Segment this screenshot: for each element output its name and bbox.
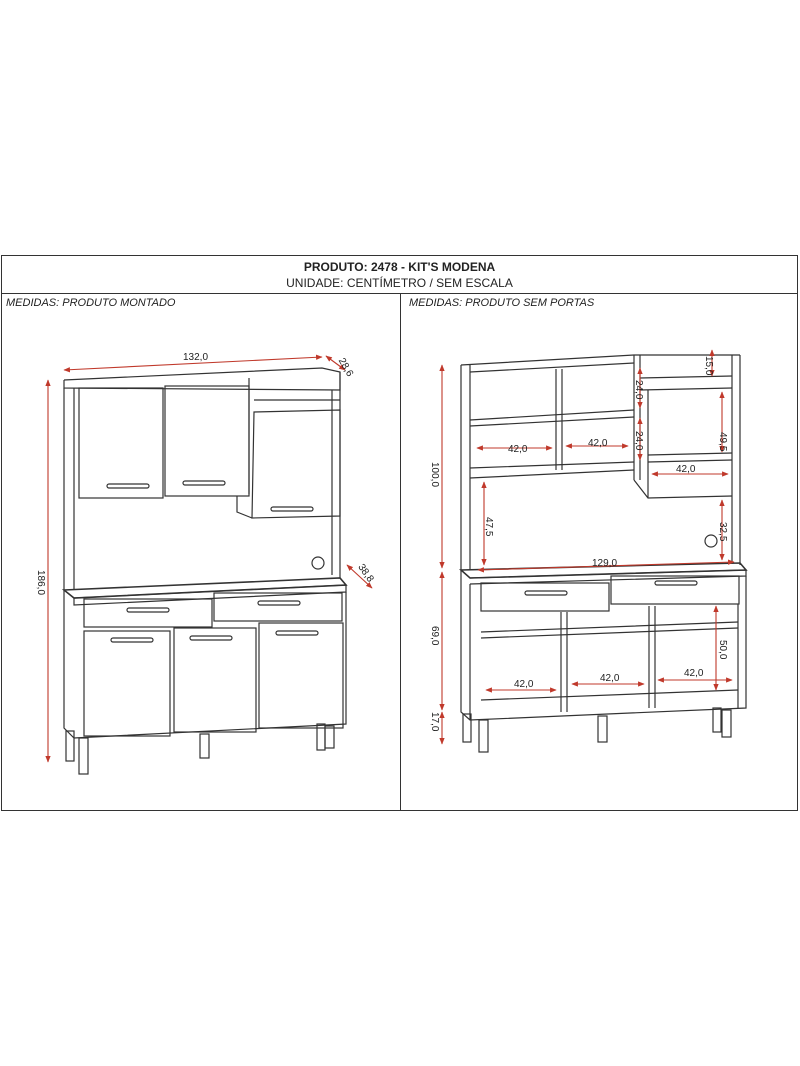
dim-leg-height-label: 17,0	[429, 712, 440, 732]
dim-depth-bottom-label: 38,8	[355, 562, 376, 585]
unit-subtitle: UNIDADE: CENTÍMETRO / SEM ESCALA	[286, 276, 513, 290]
dim-upper-height-label: 100,0	[429, 462, 440, 488]
dim-niche-mid-label: 42,0	[588, 438, 608, 449]
dim-height-label: 186,0	[35, 570, 46, 596]
dim-depth-top-label: 28,6	[335, 356, 356, 379]
dim-shelf-a-label: 24,0	[633, 380, 644, 400]
panel-divider	[400, 293, 401, 810]
dim-lower-right-label: 42,0	[684, 668, 704, 679]
product-title: PRODUTO: 2478 - KIT'S MODENA	[303, 260, 496, 274]
dim-right-niche-w-label: 42,0	[676, 464, 696, 475]
spec-sheet	[1, 255, 798, 811]
dim-gap-left-label: 47,5	[483, 517, 494, 537]
dim-lower-mid-label: 42,0	[600, 673, 620, 684]
dim-shelf-b-label: 24,0	[633, 431, 644, 451]
dim-top-small-label: 15,0	[703, 356, 714, 376]
right-panel-label: MEDIDAS: PRODUTO SEM PORTAS	[409, 297, 595, 309]
left-panel-label: MEDIDAS: PRODUTO MONTADO	[6, 297, 176, 309]
dim-counter-width-label: 129,0	[592, 558, 618, 569]
dim-lower-left-label: 42,0	[514, 679, 534, 690]
dim-right-niche-h-label: 49,5	[717, 432, 728, 452]
dim-lower-h-label: 50,0	[717, 640, 728, 660]
dim-lower-height-label: 69,0	[429, 626, 440, 646]
dim-gap-right-label: 32,5	[717, 522, 728, 542]
dim-width-label: 132,0	[183, 352, 209, 363]
dim-niche-left-label: 42,0	[508, 444, 528, 455]
sheet-header	[2, 256, 797, 294]
